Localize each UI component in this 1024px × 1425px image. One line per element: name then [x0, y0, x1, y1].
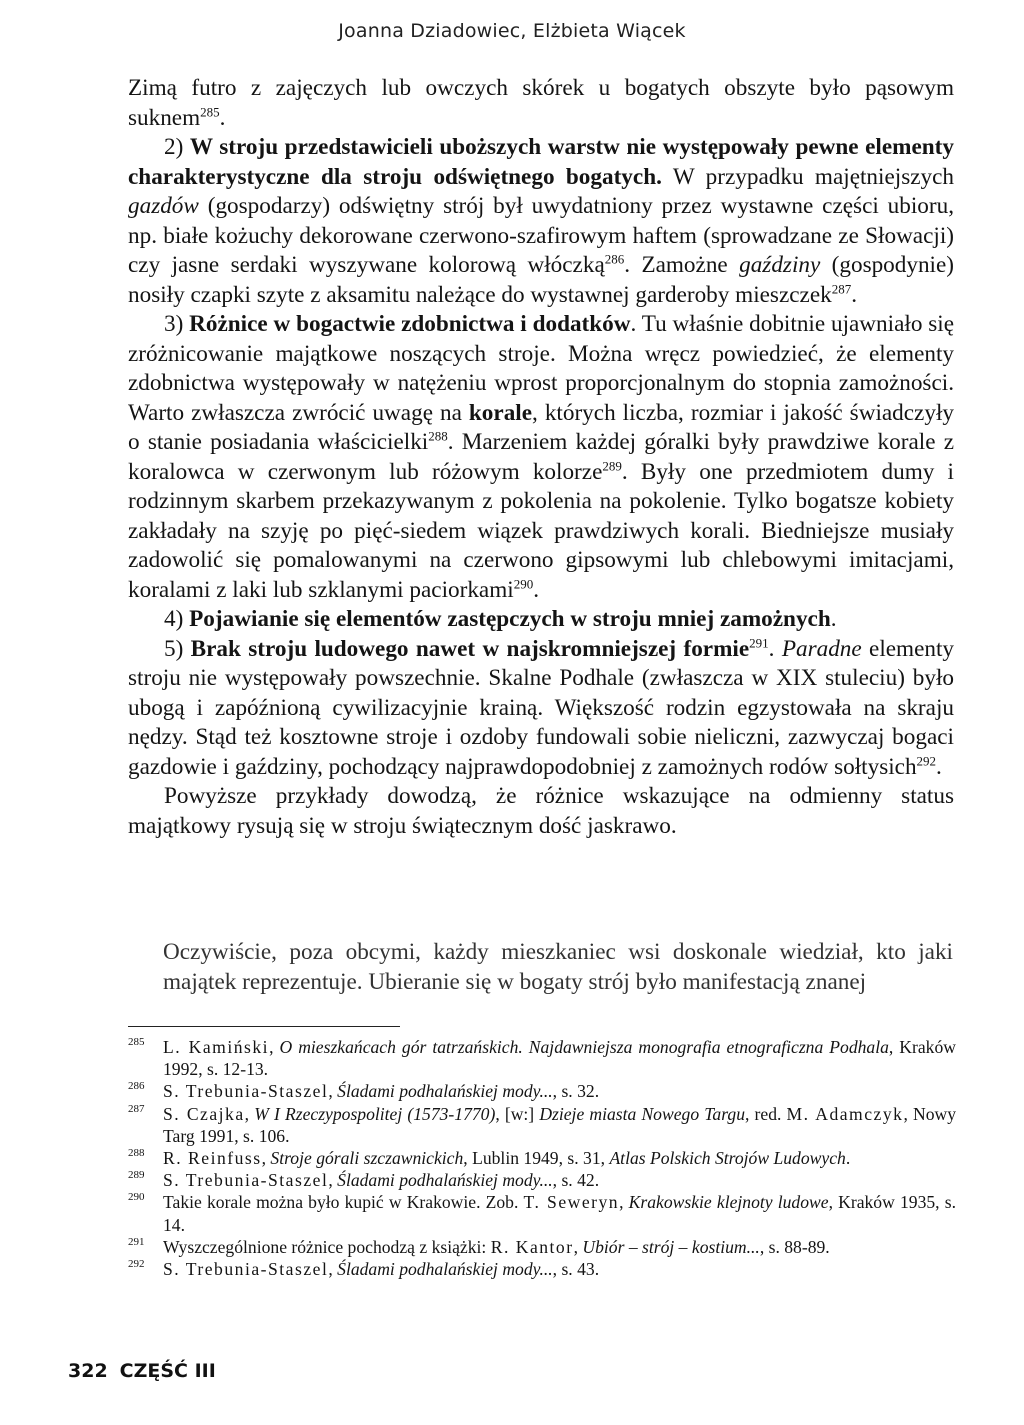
paragraph-point-2: 2) W stroju przedstawicieli uboższych warstw nie występowały pewne elementy charakterystyczne dla stroju odświętnego bogatych. W przypadku majętniejszych gazdów (gospodarzy) odświętny strój był uwydatniony przez wystawne części ubioru, np. białe kożuchy dekorowane czerwono-szafirowym haftem (sprowadzane ze Słowacji) czy jasne serdaki wyszywane kolorową włóczką$^{286}$. Zamożne gaździny (gospodynie) nosiły czapki szyte z aksamitu należące do wystawnej garderoby mieszczek$^{287}$. [128, 134, 955, 308]
footnote-ref-286: 286 [604, 251, 625, 267]
part-label: CZĘŚĆ III [119, 1360, 216, 1382]
footnote-separator [128, 1026, 400, 1027]
footnote-285: 285 L. Kamiński, O mieszkańcach gór tatrzańskich. Najdawniejsza monografia etnograficzna Podhala, Kraków 1992, s. 12-13. [128, 1036, 956, 1080]
footnote-286: 286 S. Trebunia-Staszel, Śladami podhalańskiej mody..., s. 32. [128, 1080, 600, 1102]
point-4-heading: Pojawianie się elementów zastępczych w stroju mniej zamożnych [189, 606, 831, 632]
footnote-287: 287 S. Czajka, W I Rzeczypospolitej (1573-1770), [w:] Dzieje miasta Nowego Targu, red. M. Adamczyk, Nowy Targ 1991, s. 106. [128, 1102, 956, 1146]
footnote-ref-289: 289 [602, 457, 622, 473]
footnote-ref-292: 292 [916, 752, 937, 768]
footnote-ref-291: 291 [749, 634, 769, 650]
footnote-ref-287: 287 [831, 280, 852, 296]
footnote-290: 290 Takie korale można było kupić w Krakowie. Zob. T. Seweryn, Krakowskie klejnoty ludowe, Kraków 1935, s. 14. [128, 1191, 956, 1235]
point-3-heading: Różnice w bogactwie zdobnictwa i dodatków [189, 311, 631, 337]
page-footer [68, 1360, 216, 1382]
footnote-288: 288 R. Reinfuss, Stroje górali szczawnickich, Lublin 1949, s. 31, Atlas Polskich Strojów Ludowych. [128, 1147, 851, 1169]
footnote-292: 292 S. Trebunia-Staszel, Śladami podhalańskiej mody..., s. 43. [128, 1258, 600, 1280]
footnote-289: 289 S. Trebunia-Staszel, Śladami podhalańskiej mody..., s. 42. [128, 1169, 600, 1191]
paragraph-point-4: 4) Pojawianie się elementów zastępczych w stroju mniej zamożnych. [164, 606, 837, 632]
paragraph-1: Zimą futro z zajęczych lub owczych skórek u bogatych obszyte było pąsowym suknem$^{285}$. [128, 75, 954, 131]
inset-paragraph: Oczywiście, poza obcymi, każdy mieszkaniec wsi doskonale wiedział, kto jaki majątek reprezentuje. Ubieranie się w bogaty strój było manifestacją znanej [163, 939, 953, 995]
footnote-291: 291 Wyszczególnione różnice pochodzą z książki: R. Kantor, Ubiór – strój – kostium..., s. 88-89. [128, 1235, 830, 1257]
paragraph-point-3: 3) Różnice w bogactwie zdobnictwa i dodatków. Tu właśnie dobitnie ujawniało się zróżnicowanie majątkowe noszących stroje. Można wręcz powiedzieć, że elementy zdobnictwa występowały w natężeniu wprost proporcjonalnym do stopnia zamożności. Warto zwłaszcza zwrócić uwagę na korale, których liczba, rozmiar i jakość świadczyły o stanie posiadania właścicielki$^{288}$. Marzeniem każdej góralki były prawdziwe korale z koralowca w czerwonym lub różowym kolorze$^{289}$. Były one przedmiotem dumy i rodzinnym skarbem przekazywanym z pokolenia na pokolenie. Tylko bogatsze kobiety zakładały na szyję po pięć-siedem wiązek prawdziwych korali. Biedniejsze musiały zadowolić się pomalowanymi na czerwono gipsowymi lub chlebowymi imitacjami, koralami z laki lub szklanymi paciorkami$^{290}$. [128, 311, 954, 603]
footnote-ref-288: 288 [428, 428, 448, 444]
paragraph-point-5: 5) Brak stroju ludowego nawet w najskromniejszej formie$^{291}$. Paradne elementy stroju nie występowały powszechnie. Skalne Podhale (zwłaszcza w XIX stuleciu) było ubogą i zapóźnioną cywilizacyjnie krainą. Większość rodzin egzystowała na skraju nędzy. Stąd też kosztowne stroje i ozdoby fundowali sobie nieliczni, zazwyczaj bogaci gazdowie i gaździny, pochodzący najprawdopodobniej z zamożnych rodów sołtysich$^{292}$. [128, 634, 955, 780]
inset-text-block [163, 937, 953, 997]
page-number: 322 [68, 1360, 108, 1382]
point-5-heading: Brak stroju ludowego nawet w najskromniejszej formie [190, 635, 750, 662]
footnote-ref-290: 290 [513, 575, 534, 591]
footnotes [128, 1036, 956, 1280]
main-text [128, 74, 954, 841]
running-head: Joanna Dziadowiec, Elżbieta Wiącek [338, 20, 686, 42]
point-2-heading: W stroju przedstawicieli uboższych warstw nie występowały pewne elementy charakterystyczne dla stroju odświętnego bogatych. [128, 134, 954, 190]
footnote-ref-285: 285 [200, 103, 220, 119]
paragraph-summary: Powyższe przykłady dowodzą, że różnice wskazujące na odmienny status majątkowy rysują się w stroju świątecznym dość jaskrawo. [128, 783, 954, 839]
